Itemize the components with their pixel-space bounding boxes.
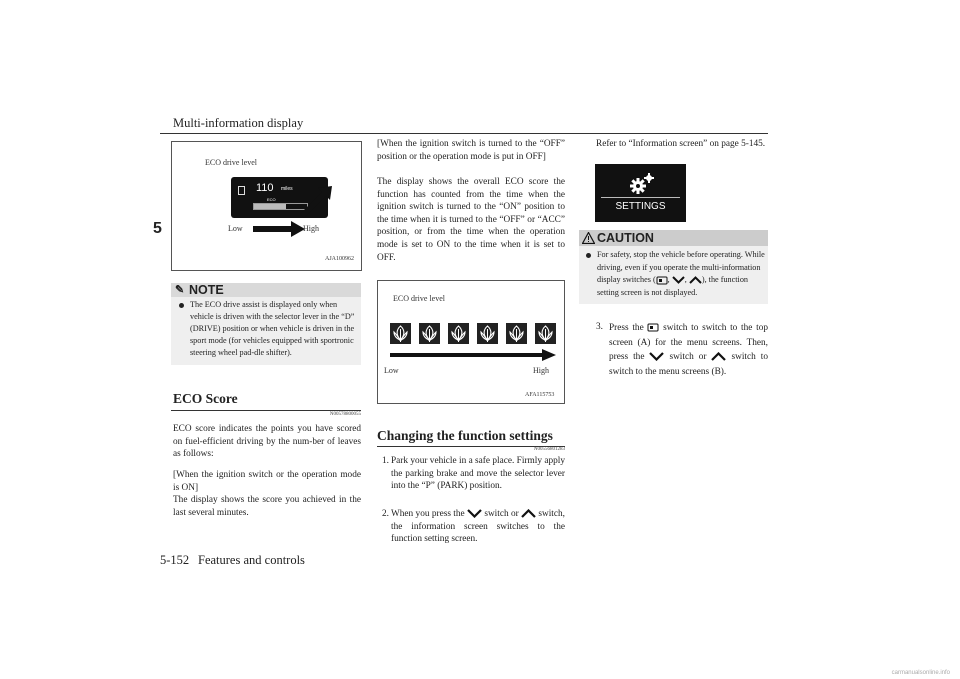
- on-condition: [When the ignition switch or the operation mode is ON]: [173, 470, 361, 493]
- caution-text-b: ), the function setting screen is not displayed.: [597, 275, 749, 297]
- step-2-number: 2.: [382, 509, 389, 519]
- note-pencil-icon: ✎: [175, 284, 185, 296]
- section-name: Features and controls: [198, 553, 305, 567]
- chevron-up-icon: [711, 352, 726, 361]
- chevron-down-icon: [672, 276, 685, 284]
- pointer-arrow-icon: [296, 184, 340, 218]
- low-label: Low: [228, 224, 243, 233]
- section-rule: [171, 410, 361, 411]
- caution-body: [579, 246, 768, 304]
- settings-label: SETTINGS: [615, 201, 666, 212]
- high-label: High: [533, 366, 549, 375]
- low-to-high-arrow: [253, 221, 305, 237]
- step-3-part-d: switch to switch to the menu screens (B).: [609, 352, 768, 377]
- step-3-part-b: switch to switch to the top screen (A) for the menu screens. Then, press the: [609, 323, 768, 362]
- settings-screen-image: [595, 164, 686, 222]
- caution-box: [579, 230, 768, 304]
- figure-code: AFA115753: [525, 392, 555, 398]
- leaf-icon: [535, 323, 556, 344]
- bullet-icon: [179, 303, 184, 308]
- range-value: 110: [256, 182, 274, 194]
- page-number: 5-152: [160, 553, 190, 567]
- fuel-pump-icon: [238, 186, 245, 195]
- chevron-up-icon: [689, 276, 702, 284]
- step-3-text: [609, 321, 768, 379]
- step-1-text: Park your vehicle in a safe place. Firmly apply the parking brake and move the selector lever into the “P” (PARK) position.: [391, 456, 565, 492]
- off-text: The display shows the overall ECO score the function has counted from the time when the ignition switch is turned to the “ON” position to the time when it is turned to the “OFF” or “ACC” position, or from the time when the operation mode is set to ON to the time when it is set to OFF.: [377, 177, 565, 263]
- section-code: N00578800055: [329, 412, 361, 417]
- warning-triangle-icon: [582, 232, 595, 244]
- header-rule: [160, 133, 768, 134]
- leaf-icon: [477, 323, 498, 344]
- leaf-icon: [419, 323, 440, 344]
- eco-score-intro: ECO score indicates the points you have scored on fuel-efficient driving by the num-ber of leaves as follows:: [173, 424, 361, 460]
- step-2-part-a: When you press the: [391, 509, 465, 519]
- figure-code: AJA100962: [325, 256, 355, 262]
- bullet-icon: [586, 253, 591, 258]
- chevron-down-icon: [649, 352, 664, 361]
- figure-label: ECO drive level: [205, 158, 257, 167]
- gear-icon: [627, 172, 657, 194]
- eco-text: ECO: [267, 197, 276, 202]
- function-settings-heading: Changing the function settings: [377, 428, 553, 443]
- step-3-part-a: Press the: [609, 323, 644, 333]
- eco-score-heading: ECO Score: [173, 391, 238, 406]
- step-1-number: 1.: [382, 456, 389, 466]
- note-text: The ECO drive assist is displayed only when vehicle is driven with the selector lever in the “D” (DRIVE) position or when vehicle is driven in the sport mode (for vehicles equipped with sportronic steering wheel pad-dle shifter).: [190, 300, 355, 357]
- note-heading: NOTE: [189, 283, 224, 297]
- caution-heading: CAUTION: [597, 231, 654, 245]
- low-to-high-arrow: [390, 349, 556, 361]
- settings-divider: [601, 197, 680, 198]
- caution-separator: ,: [684, 275, 687, 284]
- refer-text: Refer to “Information screen” on page 5-145.: [596, 139, 766, 149]
- caution-header: [579, 230, 768, 246]
- display-switch-icon: [647, 323, 659, 332]
- leaf-icon: [506, 323, 527, 344]
- high-label: High: [303, 224, 319, 233]
- on-text: The display shows the score you achieved in the last several minutes.: [173, 495, 361, 518]
- caution-separator: ,: [667, 275, 670, 284]
- off-condition: [When the ignition switch is turned to the “OFF” position or the operation mode is put in OFF]: [377, 139, 565, 162]
- figure-eco-leaves: [377, 280, 565, 404]
- caution-text-a: For safety, stop the vehicle before operating. While driving, even if you operate the multi-information display switches (: [597, 250, 765, 284]
- step-2-text: [391, 508, 565, 546]
- leaf-icon: [390, 323, 411, 344]
- low-label: Low: [384, 366, 399, 375]
- step-2-part-b: switch or: [484, 509, 519, 519]
- note-box: [171, 283, 361, 365]
- chevron-down-icon: [467, 509, 482, 518]
- step-3-part-c: switch or: [669, 352, 707, 362]
- range-unit: miles: [281, 186, 293, 192]
- display-switch-icon: [656, 276, 668, 285]
- figure-eco-drive-level-display: [171, 141, 362, 271]
- note-body: [171, 297, 361, 365]
- chevron-up-icon: [521, 509, 536, 518]
- step-2-part-c: switch, the information screen switches to the function setting screen.: [391, 509, 565, 545]
- watermark: carmanualsonline.info: [891, 670, 950, 676]
- step-3-number: 3.: [596, 322, 603, 332]
- page-header-title: Multi-information display: [173, 116, 304, 130]
- section-code: N00556801283: [533, 447, 565, 452]
- figure-label: ECO drive level: [393, 294, 445, 303]
- leaf-icon: [448, 323, 469, 344]
- chapter-tab-number: 5: [153, 220, 162, 237]
- note-header: [171, 283, 361, 297]
- leaf-row: [390, 323, 560, 347]
